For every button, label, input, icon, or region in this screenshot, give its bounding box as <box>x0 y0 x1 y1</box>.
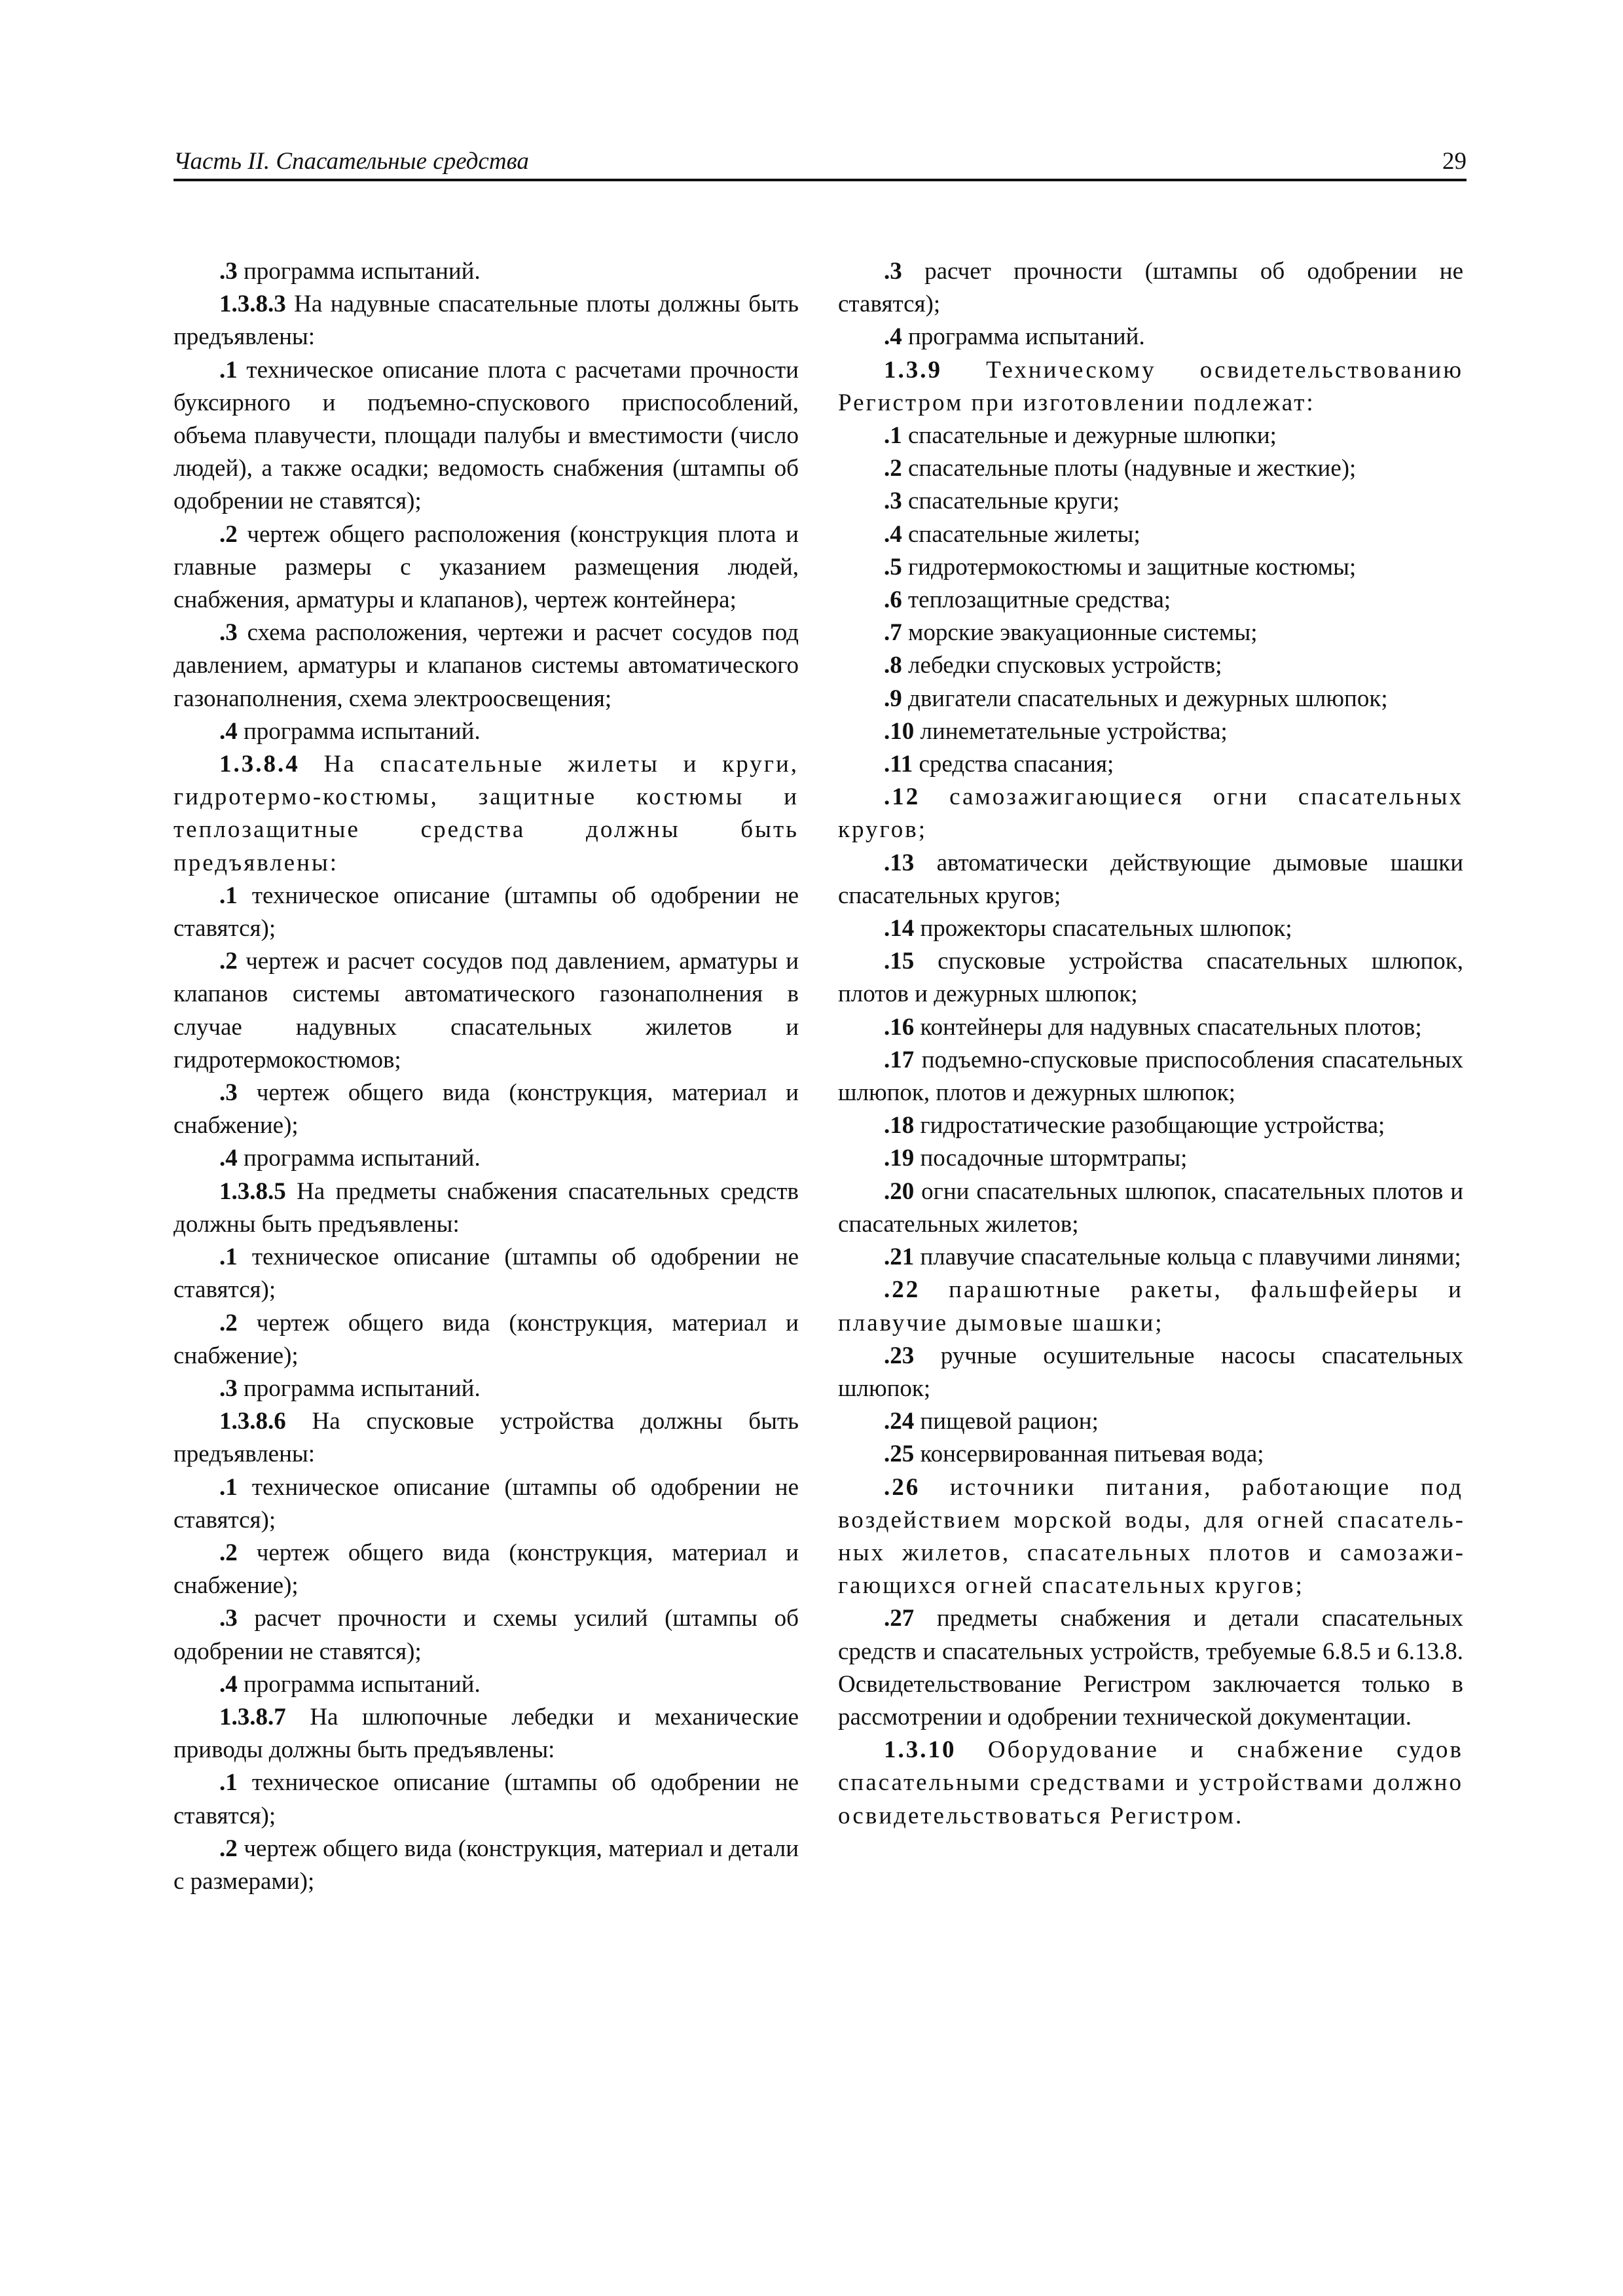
item-text: чертеж общего расположения (конструкция плота и главные размеры с указанием размещения людей, снабжения, арматуры и клапанов), чертеж контейнера; <box>173 520 799 614</box>
item-text: чертеж и расчет сосудов под давлением, арматуры и клапанов системы автоматического газонаполнения в случае надувных спасательных жилетов и гидротермокостюмов; <box>173 948 799 1073</box>
left-column <box>173 255 799 1898</box>
item-number: .1 <box>219 882 238 909</box>
item-number: .8 <box>884 652 902 679</box>
item-number: .16 <box>884 1013 915 1041</box>
paragraph <box>838 321 1463 353</box>
paragraph <box>838 1274 1463 1339</box>
item-number: .4 <box>884 323 902 351</box>
item-number: .15 <box>884 948 915 975</box>
item-text: чертеж общего вида (конструкция, материал и снабжение); <box>173 1539 799 1600</box>
item-text: консервированная питьевая вода; <box>914 1441 1264 1468</box>
item-text: техническое описание (штампы об одобрении не ставятся); <box>173 882 799 942</box>
paragraph <box>173 1701 799 1767</box>
paragraph <box>838 1602 1463 1734</box>
paragraph <box>173 288 799 353</box>
item-number: .3 <box>884 488 902 515</box>
item-text: лебедки спусковых устройств; <box>902 652 1222 679</box>
item-number: .22 <box>884 1276 921 1304</box>
item-text: спасательные плоты (надувные и жесткие); <box>902 455 1357 482</box>
item-number: .11 <box>884 751 913 778</box>
item-number: .4 <box>219 1145 238 1172</box>
item-text: средства спасания; <box>913 751 1114 778</box>
item-number: .21 <box>884 1244 915 1271</box>
item-text: Техническому освидетельствованию Регистром при изготовлении подлежат: <box>838 356 1463 416</box>
item-number: .1 <box>219 1769 238 1797</box>
page-number: 29 <box>1442 148 1467 175</box>
paragraph <box>838 1438 1463 1471</box>
paragraph <box>838 1734 1463 1833</box>
paragraph <box>173 1602 799 1668</box>
item-number: .2 <box>219 948 238 975</box>
item-number: .3 <box>219 619 238 647</box>
item-text: прожекторы спасательных шлюпок; <box>914 915 1292 942</box>
item-text: программа испытаний. <box>237 1374 481 1402</box>
item-number: 1.3.8.7 <box>219 1703 286 1731</box>
right-column <box>838 255 1463 1833</box>
running-header-title: Часть II. Спасательные средства <box>173 148 529 175</box>
item-number: .20 <box>884 1177 915 1205</box>
paragraph <box>838 748 1463 781</box>
item-text: спасательные жилеты; <box>902 520 1140 548</box>
item-number: .1 <box>219 1473 238 1501</box>
paragraph <box>173 748 799 880</box>
item-text: Оборудование и снабжение судов спасательными средствами и устройствами должно освидетельствоваться Регистром. <box>838 1736 1463 1829</box>
paragraph <box>838 1241 1463 1274</box>
paragraph <box>173 617 799 715</box>
item-number: .19 <box>884 1145 915 1172</box>
paragraph <box>838 715 1463 748</box>
item-number: .23 <box>884 1342 915 1369</box>
item-text: двигатели спасательных и дежурных шлюпок; <box>902 685 1388 712</box>
item-number: .3 <box>219 1374 238 1402</box>
item-text: На предметы снабжения спасательных средств должны быть предъявлены: <box>173 1177 799 1238</box>
item-text: техническое описание (штампы об одобрении не ставятся); <box>173 1244 799 1304</box>
item-text: техническое описание (штампы об одобрении не ставятся); <box>173 1473 799 1534</box>
item-number: 1.3.10 <box>884 1736 957 1764</box>
paragraph <box>838 420 1463 452</box>
paragraph <box>173 518 799 617</box>
paragraph <box>838 847 1463 912</box>
item-number: 1.3.8.4 <box>219 751 300 778</box>
item-text: подъемно-спусковые приспособления спасательных шлюпок, плотов и дежурных шлюпок; <box>838 1046 1463 1107</box>
item-number: .1 <box>219 1244 238 1271</box>
item-number: .18 <box>884 1112 915 1139</box>
item-number: 1.3.8.5 <box>219 1177 286 1205</box>
paragraph <box>838 485 1463 518</box>
paragraph <box>838 649 1463 682</box>
item-text: автоматически действующие дымовые шашки спасательных кругов; <box>838 849 1463 909</box>
item-number: .13 <box>884 849 915 876</box>
item-text: гидротермокостюмы и защитные костюмы; <box>902 553 1357 581</box>
item-number: 1.3.8.3 <box>219 291 286 318</box>
paragraph <box>173 1833 799 1898</box>
item-text: На надувные спасательные плоты должны быть предъявлены: <box>173 291 799 351</box>
item-text: программа испытаний. <box>237 1145 481 1172</box>
item-text: техническое описание (штампы об одобрении не ставятся); <box>173 1769 799 1829</box>
paragraph <box>173 354 799 518</box>
paragraph <box>838 683 1463 715</box>
item-text: пищевой рацион; <box>914 1408 1099 1435</box>
item-text: программа испытаний. <box>237 258 481 285</box>
item-text: ручные осушительные насосы спасательных шлюпок; <box>838 1342 1463 1402</box>
item-text: программа испытаний. <box>237 1670 481 1698</box>
item-text: На спусковые устройства должны быть предъявлены: <box>173 1408 799 1468</box>
item-number: .25 <box>884 1441 915 1468</box>
item-number: .2 <box>219 1835 238 1862</box>
item-number: .3 <box>219 258 238 285</box>
item-text: контейнеры для надувных спасательных плотов; <box>914 1013 1422 1041</box>
paragraph <box>838 1340 1463 1405</box>
paragraph <box>173 1241 799 1306</box>
paragraph <box>173 1307 799 1372</box>
item-number: .3 <box>219 1079 238 1107</box>
item-text: источники питания, работающие под воздействием морской воды, для огней спасательных жилетов, спасательных плотов и самозажигающихся огней спасательных кругов; <box>838 1473 1463 1600</box>
item-text: программа испытаний. <box>902 323 1145 351</box>
item-number: .2 <box>884 455 902 482</box>
item-number: .9 <box>884 685 902 712</box>
paragraph <box>173 1537 799 1602</box>
paragraph <box>838 912 1463 945</box>
paragraph <box>838 452 1463 485</box>
item-text: спасательные и дежурные шлюпки; <box>902 422 1277 450</box>
paragraph <box>838 1175 1463 1241</box>
paragraph <box>838 617 1463 649</box>
item-text: техническое описание плота с расчетами прочности буксирного и подъемно-спускового приспособлений, объема плавучести, площади палубы и вместимости (число людей), а также осадки; ведомость снабжения (штампы об одобрении не ставятся); <box>173 356 799 515</box>
paragraph <box>173 1405 799 1471</box>
paragraph <box>838 518 1463 551</box>
item-text: парашютные ракеты, фальшфейеры и плавучие дымовые шашки; <box>838 1276 1463 1336</box>
paragraph <box>838 1405 1463 1438</box>
paragraph <box>173 1372 799 1405</box>
item-text: предметы снабжения и детали спасательных средств и спасательных устройств, требуемые 6.8.5 и 6.13.8. Освидетельствование Регистром заключается только в рассмотрении и одобрении технической документации. <box>838 1605 1463 1731</box>
item-text: линеметательные устройства; <box>914 717 1228 745</box>
item-number: .2 <box>219 1539 238 1566</box>
item-number: .14 <box>884 915 915 942</box>
paragraph <box>173 880 799 945</box>
item-text: теплозащитные средства; <box>902 586 1171 614</box>
item-number: .17 <box>884 1046 915 1073</box>
item-text: гидростатические разобщающие устройства; <box>914 1112 1385 1139</box>
paragraph <box>838 584 1463 617</box>
paragraph <box>838 1011 1463 1044</box>
item-number: .5 <box>884 553 902 581</box>
item-text: программа испытаний. <box>237 717 481 745</box>
item-text: расчет прочности и схемы усилий (штампы об одобрении не ставятся); <box>173 1605 799 1665</box>
item-text: На спасательные жилеты и круги, гидротермо-костюмы, защитные костюмы и теплозащитные средства должны быть предъявлены: <box>173 751 799 876</box>
paragraph <box>838 551 1463 584</box>
item-number: .10 <box>884 717 915 745</box>
paragraph <box>838 1044 1463 1109</box>
item-number: .1 <box>219 356 238 384</box>
item-text: схема расположения, чертежи и расчет сосудов под давлением, арматуры и клапанов системы автоматического газонаполнения, схема электроосвещения; <box>173 619 799 712</box>
page-header <box>173 141 1467 181</box>
item-text: спасательные круги; <box>902 488 1120 515</box>
item-text: посадочные штормтрапы; <box>914 1145 1188 1172</box>
item-number: .1 <box>884 422 902 450</box>
item-number: .2 <box>219 520 238 548</box>
paragraph <box>838 255 1463 321</box>
paragraph <box>173 1767 799 1832</box>
paragraph <box>173 1175 799 1241</box>
paragraph <box>173 1668 799 1701</box>
paragraph <box>838 945 1463 1011</box>
item-number: .26 <box>884 1473 921 1501</box>
item-text: чертеж общего вида (конструкция, материал и снабжение); <box>173 1309 799 1369</box>
item-text: спусковые устройства спасательных шлюпок, плотов и дежурных шлюпок; <box>838 948 1463 1008</box>
item-number: 1.3.9 <box>884 356 942 384</box>
item-text: чертеж общего вида (конструкция, материал и детали с размерами); <box>173 1835 799 1895</box>
item-number: .3 <box>219 1605 238 1632</box>
item-text: плавучие спасательные кольца с плавучими линями; <box>914 1244 1461 1271</box>
item-text: чертеж общего вида (конструкция, материал и снабжение); <box>173 1079 799 1139</box>
paragraph <box>173 1142 799 1175</box>
item-text: На шлюпочные лебедки и механические приводы должны быть предъявлены: <box>173 1703 799 1764</box>
paragraph <box>838 354 1463 420</box>
item-number: .12 <box>884 783 921 811</box>
item-number: .3 <box>884 258 902 285</box>
item-text: самозажигающиеся огни спасательных кругов; <box>838 783 1463 844</box>
item-text: расчет прочности (штампы об одобрении не ставятся); <box>838 258 1463 318</box>
item-number: .2 <box>219 1309 238 1336</box>
paragraph <box>838 1109 1463 1142</box>
paragraph <box>838 1142 1463 1175</box>
item-number: .27 <box>884 1605 915 1632</box>
item-text: огни спасательных шлюпок, спасательных плотов и спасательных жилетов; <box>838 1177 1463 1238</box>
item-number: .7 <box>884 619 902 647</box>
paragraph <box>838 781 1463 846</box>
paragraph <box>173 945 799 1077</box>
item-number: .6 <box>884 586 902 614</box>
paragraph <box>173 1471 799 1537</box>
paragraph <box>838 1471 1463 1603</box>
paragraph <box>173 715 799 748</box>
item-number: .4 <box>219 717 238 745</box>
item-number: 1.3.8.6 <box>219 1408 286 1435</box>
item-number: .24 <box>884 1408 915 1435</box>
item-text: морские эвакуационные системы; <box>902 619 1258 647</box>
paragraph <box>173 1077 799 1142</box>
item-number: .4 <box>219 1670 238 1698</box>
paragraph <box>173 255 799 288</box>
item-number: .4 <box>884 520 902 548</box>
